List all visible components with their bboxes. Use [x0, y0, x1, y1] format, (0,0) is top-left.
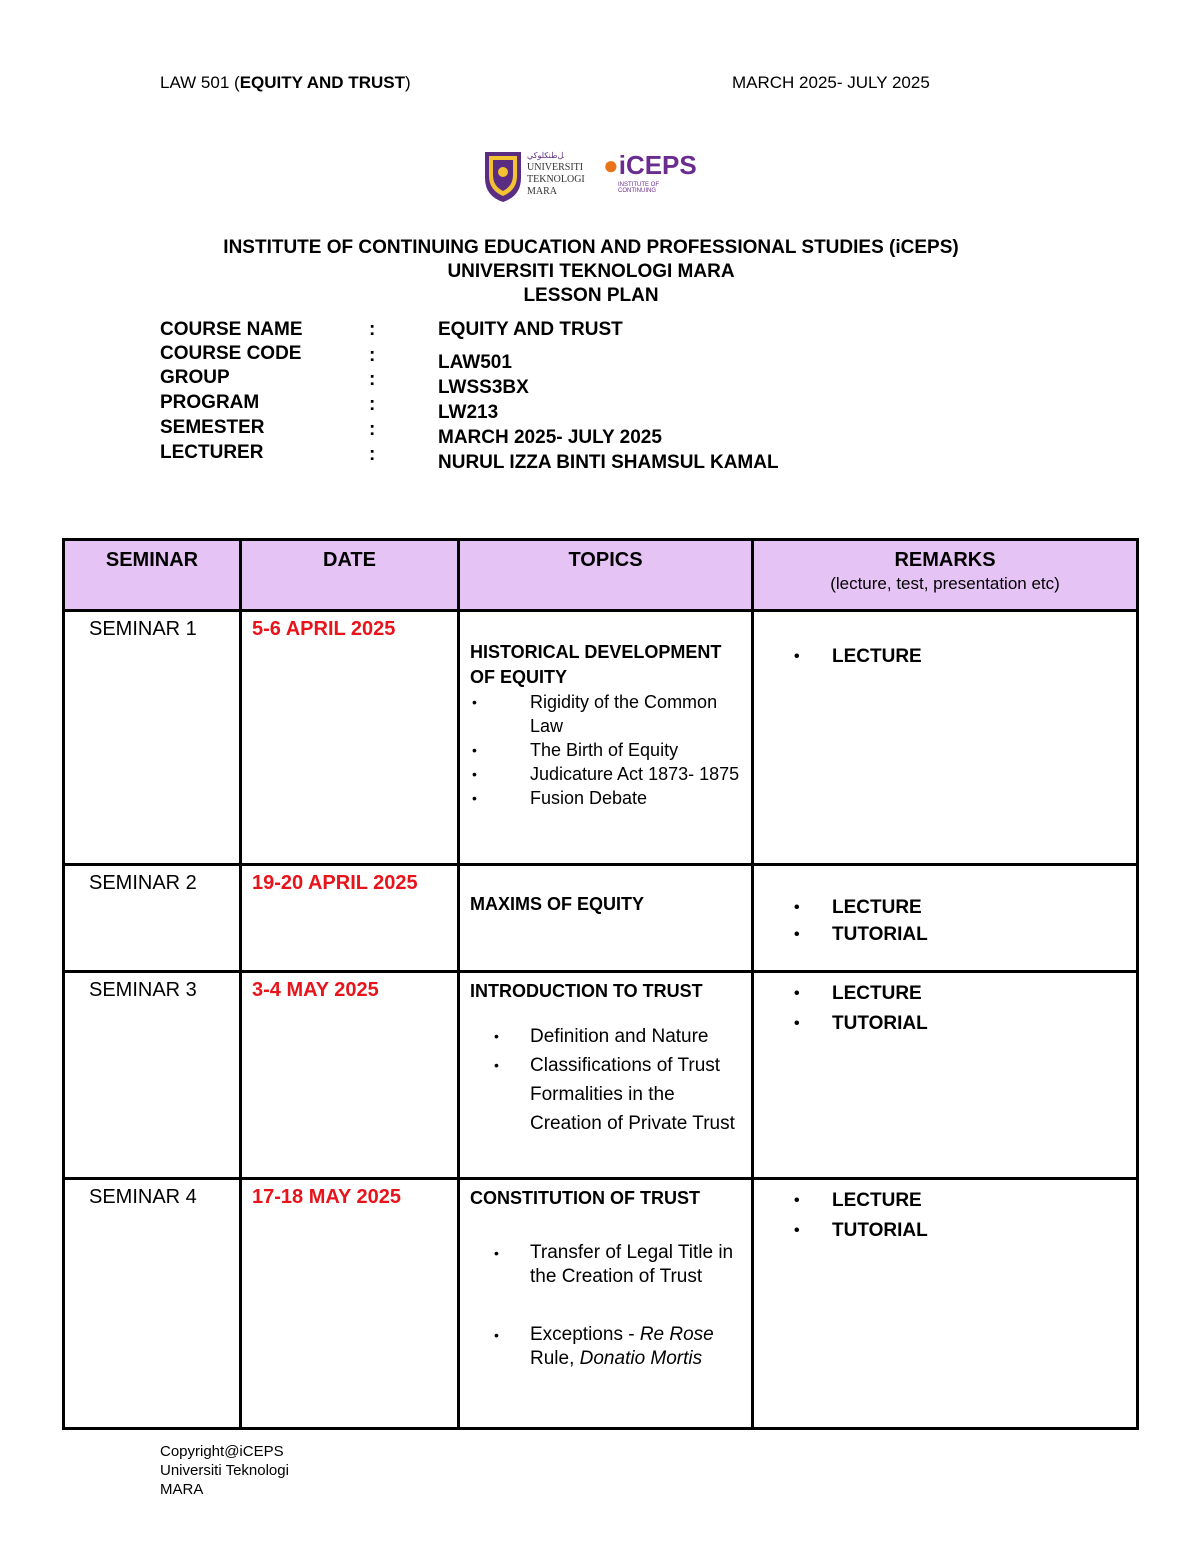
list-item: • Judicature Act 1873- 1875 — [472, 764, 740, 784]
remark-item: • LECTURE — [794, 983, 922, 1004]
institution-logos — [483, 148, 698, 204]
seminar-cell: SEMINAR 1 — [64, 611, 241, 865]
seminar-cell: SEMINAR 2 — [64, 865, 241, 972]
topic-cell — [459, 1179, 753, 1429]
list-item: • Exceptions - Re Rose Rule, Donatio Mortis — [494, 1324, 714, 1369]
table-row — [64, 1179, 1138, 1429]
remark-item: • TUTORIAL — [794, 1013, 928, 1034]
table-row — [64, 611, 1138, 865]
topic-title: INTRODUCTION TO TRUST — [470, 981, 703, 1001]
remarks-cell — [753, 865, 1138, 972]
document-title — [0, 236, 1182, 308]
list-item: Formalities in the Creation of Private Trust — [530, 1084, 735, 1134]
list-item: • Definition and Nature — [494, 1026, 709, 1047]
info-value: MARCH 2025- JULY 2025 — [438, 427, 662, 448]
table-header-row — [64, 540, 1138, 611]
remark-item: • LECTURE — [794, 646, 922, 667]
copyright-footer: Copyright@iCEPS Universiti Teknologi MARA — [160, 1443, 289, 1498]
topic-list — [470, 690, 747, 810]
title-line-university: UNIVERSITI TEKNOLOGI MARA — [447, 261, 735, 282]
info-label: COURSE NAME — [160, 319, 303, 340]
table-row — [64, 972, 1138, 1179]
seminar-cell: SEMINAR 3 — [64, 972, 241, 1179]
topic-title: MAXIMS OF EQUITY — [470, 894, 645, 914]
info-colon: : — [369, 345, 376, 366]
info-label: COURSE CODE — [160, 343, 302, 364]
running-header-right: MARCH 2025- JULY 2025 — [732, 73, 930, 92]
info-label: PROGRAM — [160, 392, 260, 413]
info-value: LWSS3BX — [438, 377, 529, 398]
header-date: DATE — [241, 540, 459, 611]
list-item: • The Birth of Equity — [472, 740, 679, 760]
info-colon: : — [369, 419, 376, 440]
info-colon: : — [369, 369, 376, 390]
info-value: NURUL IZZA BINTI SHAMSUL KAMAL — [438, 452, 779, 473]
topic-list — [470, 1241, 747, 1371]
remarks-cell — [753, 972, 1138, 1179]
header-remarks-sub: (lecture, test, presentation etc) — [830, 574, 1060, 593]
remark-item: • LECTURE — [794, 1190, 922, 1211]
date-cell: 19-20 APRIL 2025 — [241, 865, 459, 972]
remarks-cell — [753, 611, 1138, 865]
running-header-left: LAW 501 (EQUITY AND TRUST) — [160, 73, 411, 92]
info-colon: : — [369, 394, 376, 415]
info-label: GROUP — [160, 367, 230, 388]
lesson-plan-table — [62, 538, 1139, 1430]
info-value: LW213 — [438, 402, 499, 423]
header-remarks: REMARKS (lecture, test, presentation etc) — [753, 540, 1138, 611]
info-label: LECTURER — [160, 442, 264, 463]
table-row — [64, 865, 1138, 972]
topic-cell — [459, 611, 753, 865]
topic-cell — [459, 972, 753, 1179]
info-label: SEMESTER — [160, 417, 265, 438]
date-cell: 17-18 MAY 2025 — [241, 1179, 459, 1429]
list-item: • Fusion Debate — [472, 788, 648, 808]
topic-title: HISTORICAL DEVELOPMENT OF EQUITY — [470, 642, 722, 687]
title-line-lesson-plan: LESSON PLAN — [523, 285, 659, 306]
uitm-logo-text: ﻿ﻞﻃﻨﻜﻠﻮﮐﻲ UNIVERSITI TEKNOLOGI MARA — [527, 151, 585, 197]
topic-title: CONSTITUTION OF TRUST — [470, 1188, 700, 1208]
list-item: • Rigidity of the Common Law — [472, 692, 718, 736]
list-item: • Classifications of Trust — [494, 1055, 721, 1076]
remark-item: • TUTORIAL — [794, 924, 928, 945]
topic-cell — [459, 865, 753, 972]
remark-item: • LECTURE — [794, 897, 922, 918]
topic-list — [470, 1022, 747, 1138]
header-topics: TOPICS — [459, 540, 753, 611]
info-colon: : — [369, 319, 376, 340]
remarks-cell — [753, 1179, 1138, 1429]
remark-item: • TUTORIAL — [794, 1220, 928, 1241]
title-line-institute: INSTITUTE OF CONTINUING EDUCATION AND PROFESSIONAL STUDIES (iCEPS) — [223, 237, 959, 258]
date-cell: 5-6 APRIL 2025 — [241, 611, 459, 865]
info-value: LAW501 — [438, 352, 512, 373]
info-colon: : — [369, 444, 376, 465]
iceps-logo-subtext: INSTITUTE OF CONTINUING — [618, 182, 659, 194]
info-value: EQUITY AND TRUST — [438, 319, 623, 340]
iceps-logo-text: ●iCEPS — [603, 150, 697, 180]
header-seminar: SEMINAR — [64, 540, 241, 611]
list-item: • Transfer of Legal Title in the Creation of Trust — [494, 1242, 734, 1287]
seminar-cell: SEMINAR 4 — [64, 1179, 241, 1429]
date-cell: 3-4 MAY 2025 — [241, 972, 459, 1179]
